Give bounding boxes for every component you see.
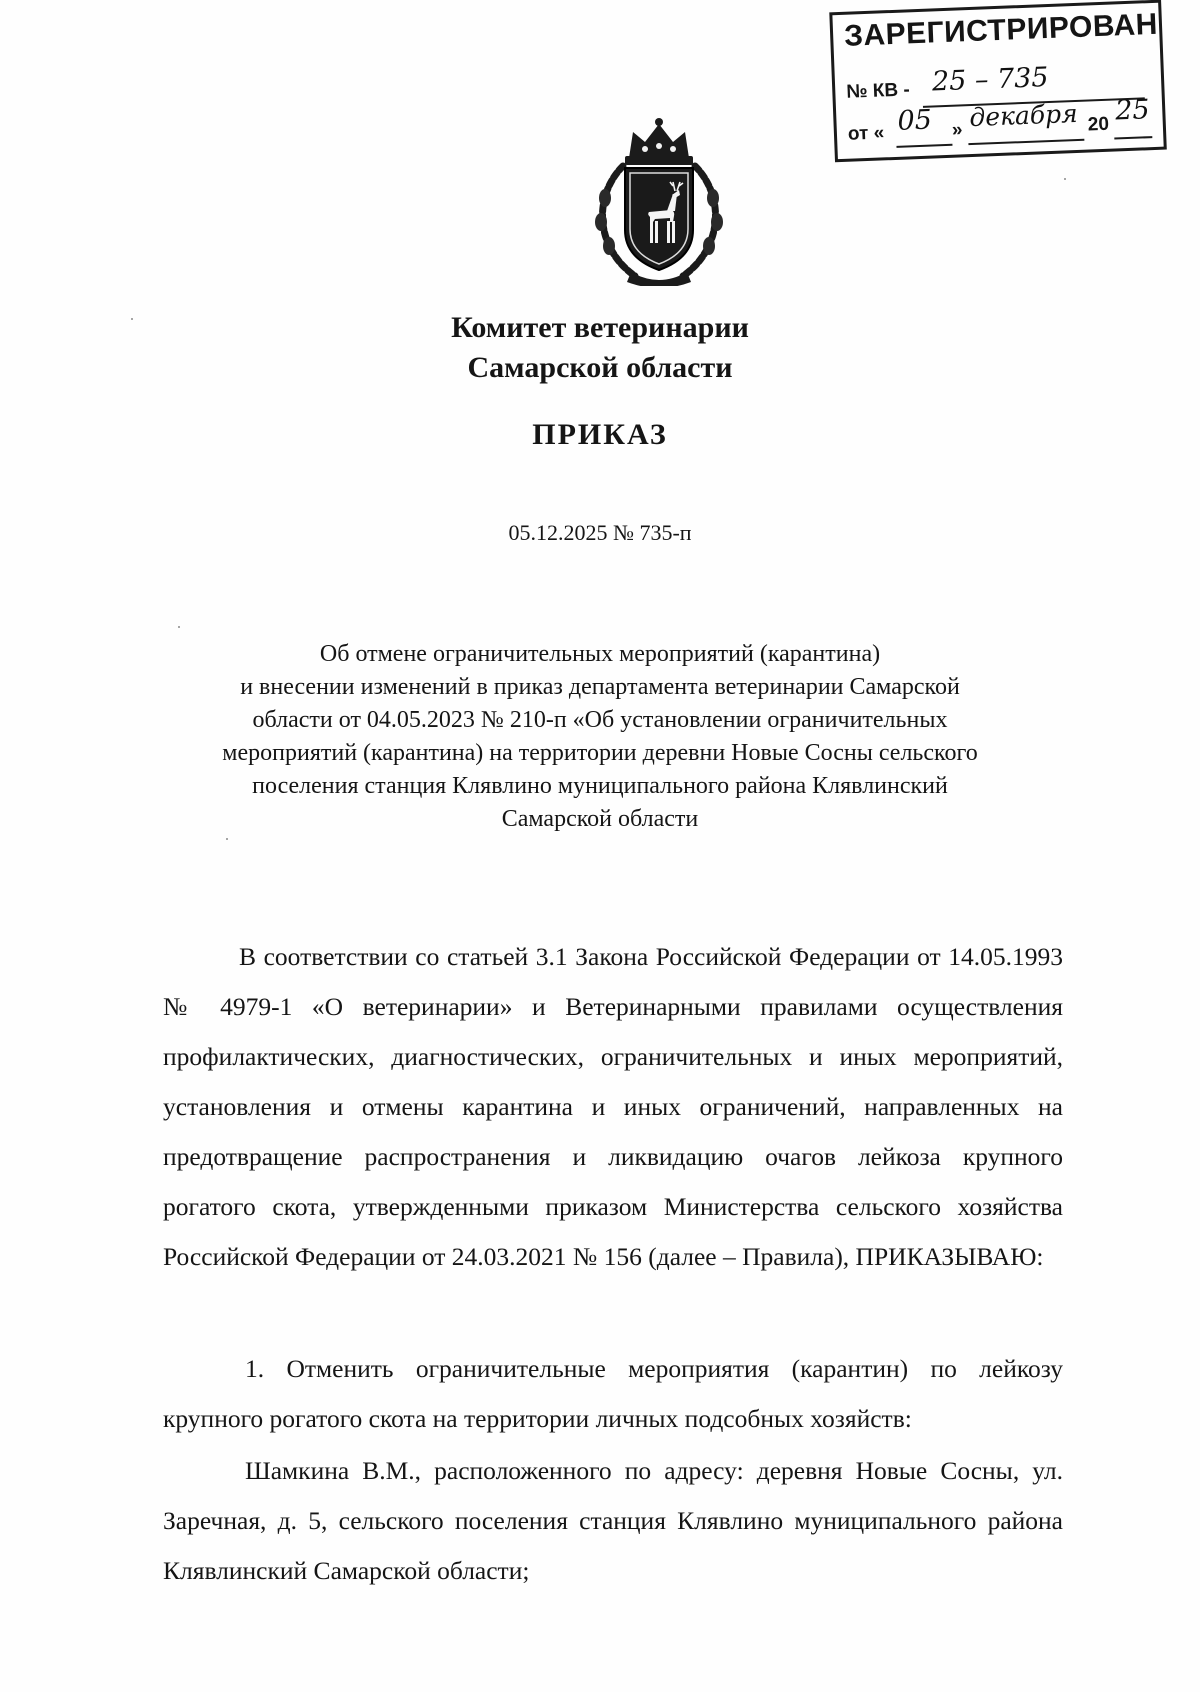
subject-line: Об отмене ограничительных мероприятий (карантина) [319, 641, 881, 667]
stamp-day-handwritten: 05 [896, 104, 933, 137]
document-date-number: 05.12.2025 № 735-п [508, 520, 692, 545]
subject-line: и внесении изменений в приказ департамента ветеринарии Самарской [240, 674, 960, 700]
scan-speck [226, 838, 228, 840]
samara-coat-of-arms-icon [589, 118, 729, 286]
body-paragraph-item-1: 1. Отменить ограничительные мероприятия (карантин) по лейкозу крупного рогатого скота на территории личных подсобных хозяйств: [163, 1354, 1063, 1433]
stamp-number-handwritten: 25 – 735 [931, 62, 1050, 98]
subject-line: поселения станция Клявлино муниципального района Клявлинский [252, 773, 948, 799]
body-paragraph-preamble: В соответствии со статьей 3.1 Закона Российской Федерации от 14.05.1993 № 4979-1 «О ветеринарии» и Ветеринарными правилами осуществления профилактических, диагностических, ограничительных и иных мероприятий, установления и отмены карантина и иных ограничений, направленных на предотвращение распространения и ликвидацию очагов лейкоза крупного рогатого скота, утвержденными приказом Министерства сельского хозяйства Российской Федерации от 24.03.2021 № 156 (далее – Правила), ПРИКАЗЫВАЮ: [163, 942, 1063, 1271]
stamp-day-suffix: » [951, 119, 963, 141]
organization-name [0, 308, 1200, 388]
organization-name-line2: Самарской области [467, 351, 733, 384]
stamp-year-handwritten: 25 [1114, 94, 1151, 127]
scan-speck [131, 318, 133, 320]
scan-speck [178, 626, 180, 628]
organization-name-line1: Комитет ветеринарии [451, 311, 749, 344]
subject-line: мероприятий (карантина) на территории деревни Новые Сосны сельского [222, 740, 978, 766]
stamp-date-prefix: от « [847, 122, 885, 145]
registration-stamp [829, 0, 1164, 160]
subject-line: Самарской области [501, 806, 699, 832]
stamp-title: ЗАРЕГИСТРИРОВАН [843, 7, 1159, 53]
subject-line: области от 04.05.2023 № 210-п «Об установлении ограничительных [252, 707, 948, 733]
document-type: ПРИКАЗ [532, 418, 668, 451]
scan-speck [1064, 178, 1066, 180]
stamp-year-prefix: 20 [1087, 113, 1110, 136]
body-paragraph-farm-address: Шамкина В.М., расположенного по адресу: деревня Новые Сосны, ул. Заречная, д. 5, сельского поселения станция Клявлино муниципального района Клявлинский Самарской области; [163, 1456, 1063, 1585]
stamp-number-label: № КВ - [845, 79, 911, 103]
document-subject [0, 638, 1200, 836]
stamp-month-handwritten: декабря [968, 98, 1079, 133]
